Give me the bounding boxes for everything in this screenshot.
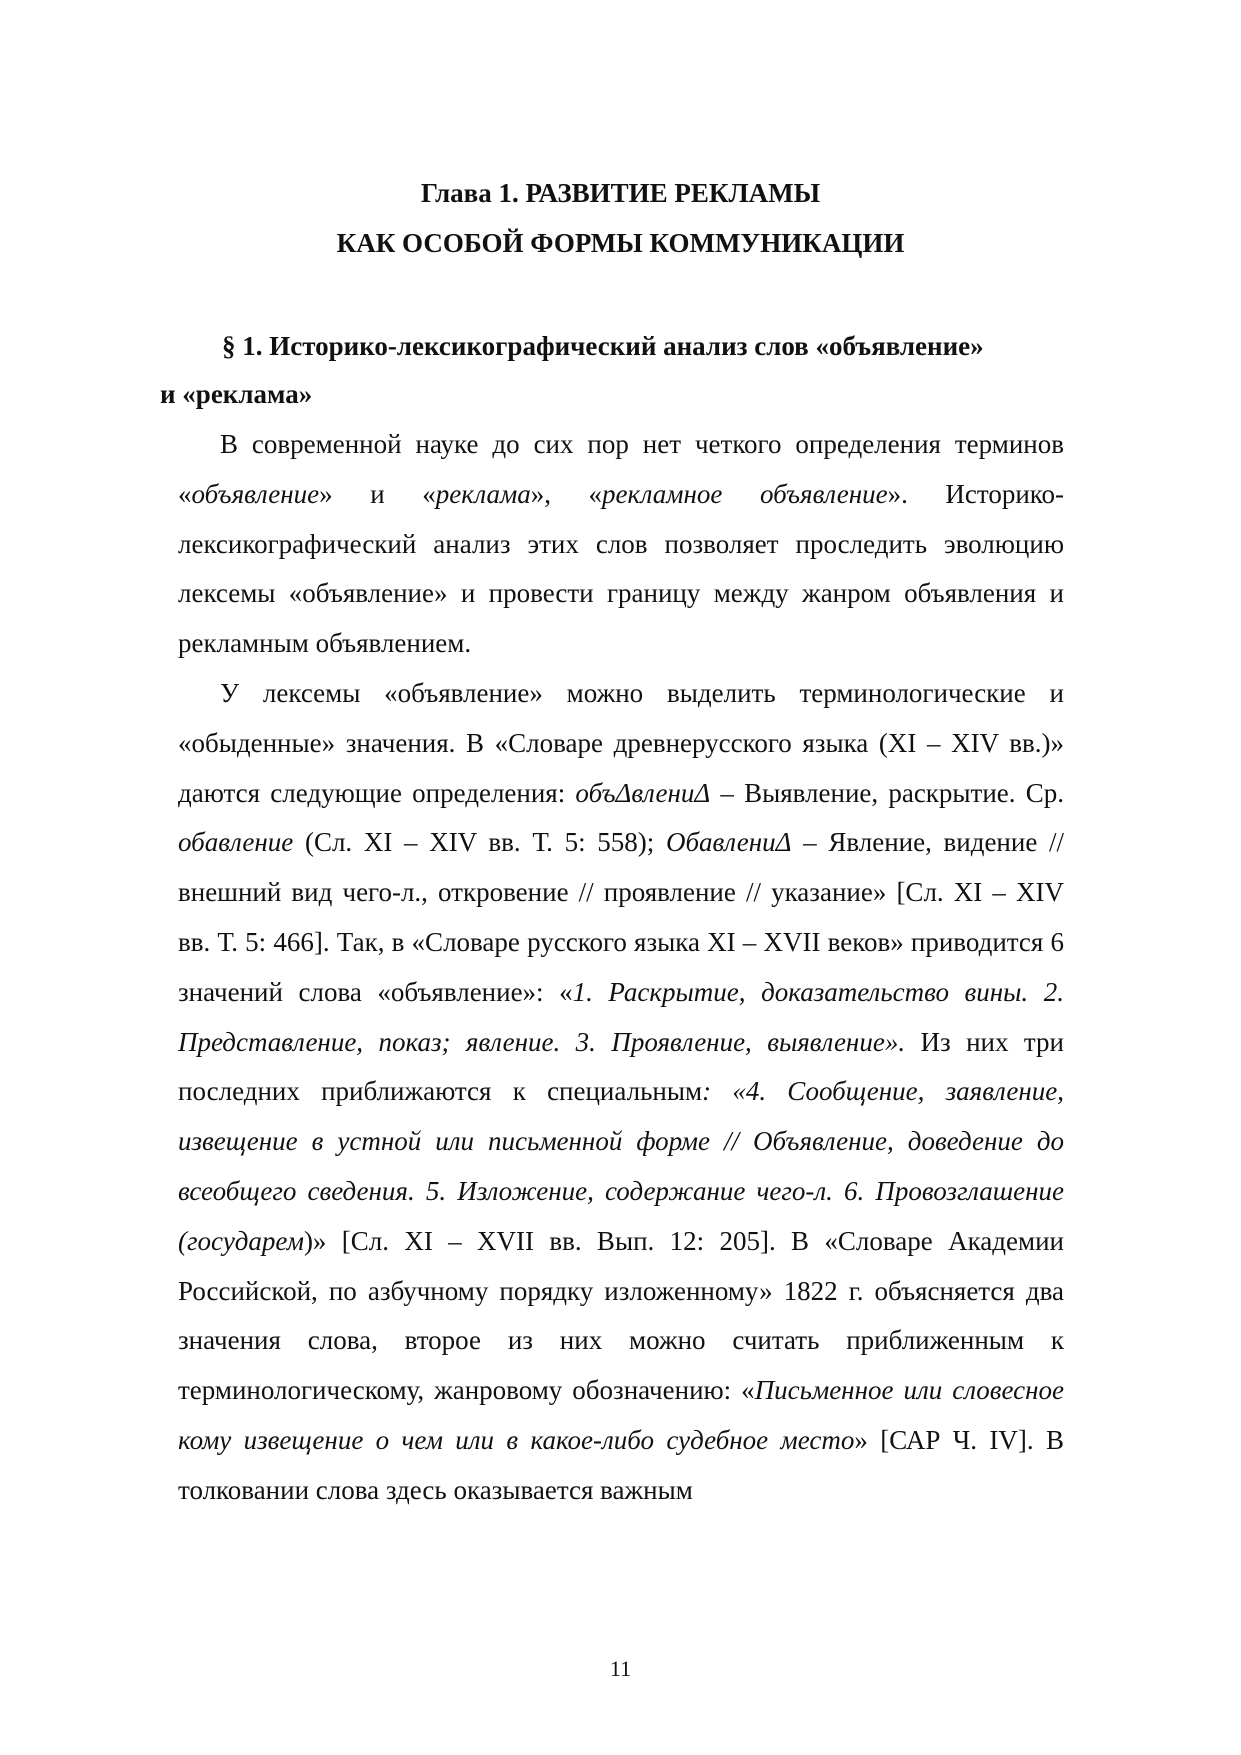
italic-quote: : «4. Сообщение, заявление, извещение в устной или письменной форме // Объявление, доведение до всеобщего сведения. 5. Изложение, содержание чего-л. 6. Провозглашение (государем xyxy=(178,1076,1064,1256)
text-run: У лексемы «объявление» можно выделить терминологические и «обыденные» значения. В «Словаре древнерусского языка (XI – XIV вв.)» даются следующие определения: xyxy=(178,677,1064,808)
italic-term: рекламное объявление xyxy=(602,478,888,509)
chapter-title xyxy=(0,168,1241,268)
italic-quote: 1. Раскрытие, доказательство вины. 2. Представление, показ; явление. 3. Проявление, выявление». xyxy=(178,976,1064,1057)
italic-term: объявление xyxy=(191,478,320,509)
text-run: » и « xyxy=(319,478,436,509)
text-run: )» [Сл. XI – XVII вв. Вып. 12: 205]. В «Словаре Академии Российской, по азбучному порядку изложенному» 1822 г. объясняется два значения слова, второе из них можно считать приближенным к терминологическому, жанровому обозначению: « xyxy=(178,1225,1064,1406)
paragraph-2 xyxy=(178,669,1064,1516)
text-run: » [САР Ч. IV]. В толковании слова здесь оказывается важным xyxy=(178,1424,1064,1505)
italic-term: ОбавлениΔ xyxy=(665,827,792,858)
text-run: – Явление, видение // внешний вид чего-л., откровение // проявление // указание» [Сл. XI – XIV вв. Т. 5: 466]. Так, в «Словаре русского языка XI – XVII веков» приводится 6 значений слова «объявление»: « xyxy=(178,827,1065,1007)
text-run: В современной науке до сих пор нет четкого определения терминов « xyxy=(178,429,1064,509)
page-number: 11 xyxy=(609,1656,632,1681)
text-run: », « xyxy=(530,478,603,509)
italic-term: обавление xyxy=(178,827,294,858)
body-text xyxy=(178,420,1064,1516)
italic-term: реклама xyxy=(435,478,531,509)
italic-quote: Письменное или словесное кому извещение о чем или в какое-либо судебное место xyxy=(178,1375,1065,1455)
chapter-title-line-2: КАК ОСОБОЙ ФОРМЫ КОММУНИКАЦИИ xyxy=(336,228,905,258)
text-run: ». Историко-лексикографический анализ этих слов позволяет проследить эволюцию лексемы «объявление» и провести границу между жанром объявления и рекламным объявлением. xyxy=(178,478,1065,659)
section-heading-line-2: и «реклама» xyxy=(160,379,313,409)
text-run: – Выявление, раскрытие. Ср. xyxy=(710,777,1064,808)
italic-term: объΔвлениΔ xyxy=(575,777,711,808)
section-heading-line-1: § 1. Историко-лексикографический анализ слов «объявление» xyxy=(222,331,984,361)
text-run: Из них три последних приближаются к специальным xyxy=(178,1026,1065,1107)
section-heading xyxy=(160,322,1060,418)
chapter-title-line-1: Глава 1. РАЗВИТИЕ РЕКЛАМЫ xyxy=(420,178,821,208)
text-run: (Сл. XI – XIV вв. Т. 5: 558); xyxy=(293,827,666,858)
paragraph-1 xyxy=(178,420,1064,669)
